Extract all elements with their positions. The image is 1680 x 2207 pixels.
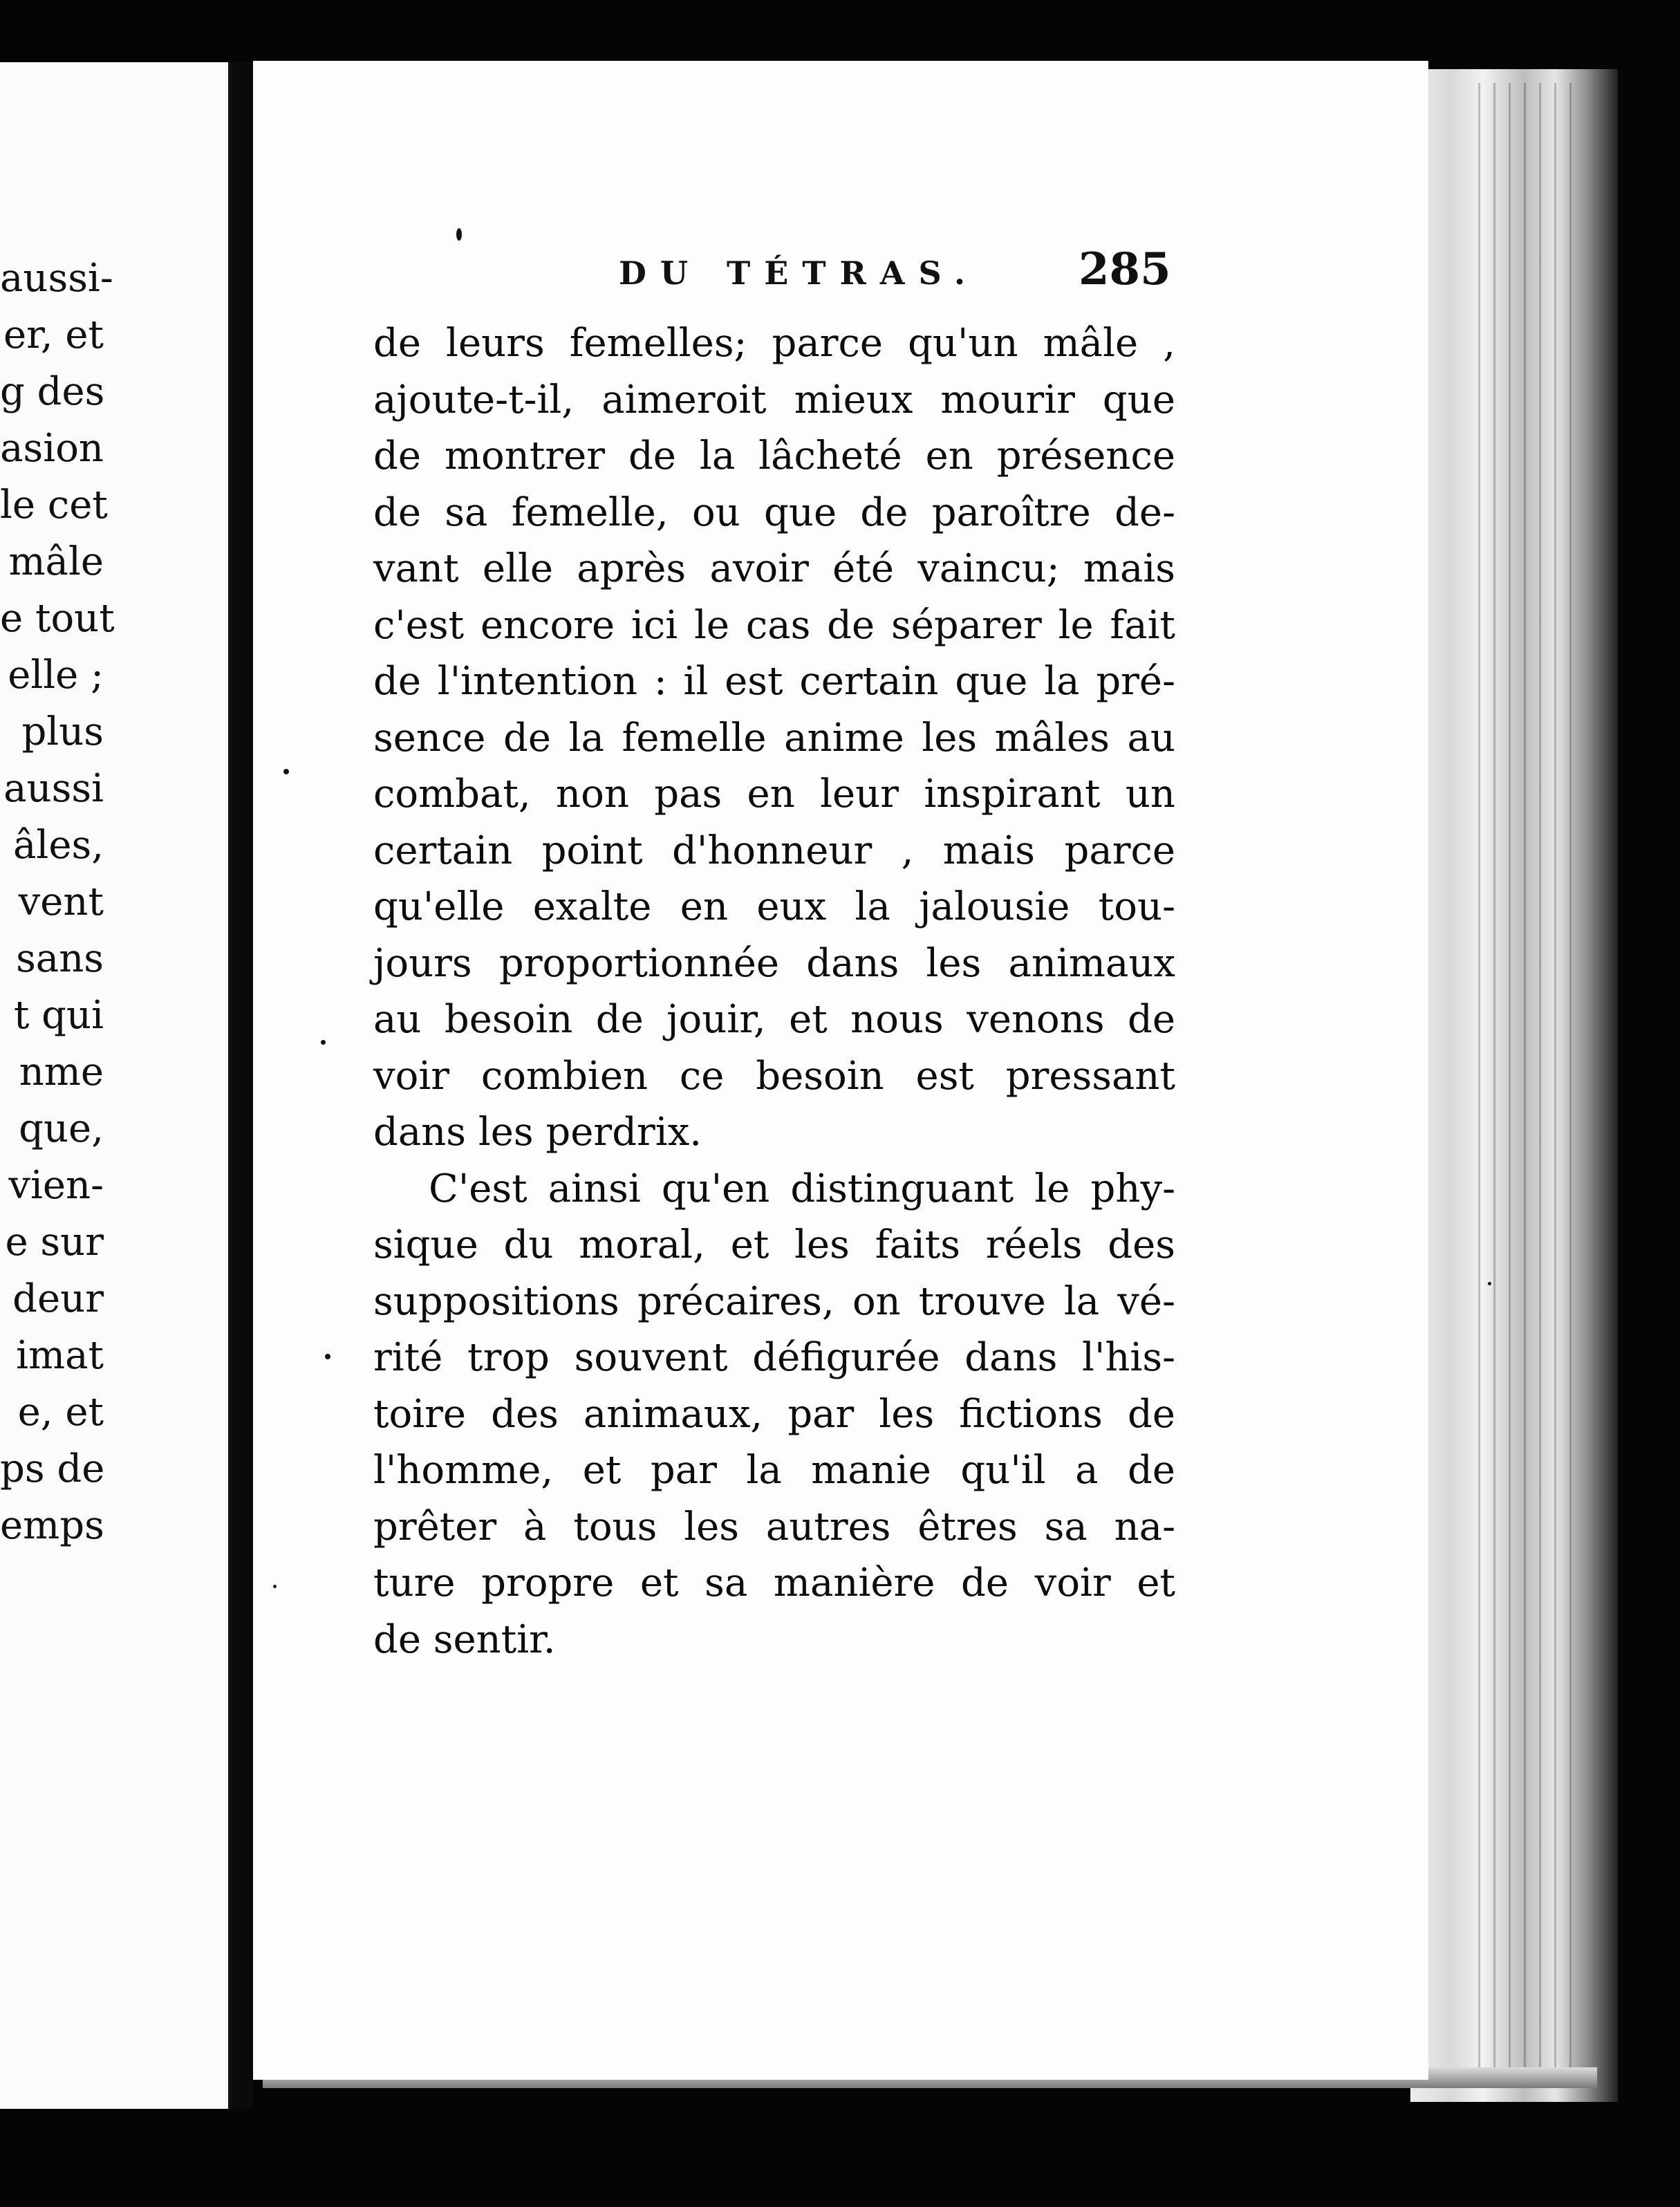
left-fragment-line: e, et (17, 1390, 104, 1435)
ink-speck (1488, 1282, 1491, 1285)
text-line: ture propre et sa manière de voir et (373, 1561, 1175, 1605)
text-line: voir combien ce besoin est pressant (373, 1053, 1175, 1099)
text-line: qu'elle exalte en eux la jalousie tou- (373, 884, 1175, 929)
left-fragment-line: er, et (3, 313, 104, 357)
left-fragment-line: e sur (5, 1220, 104, 1265)
left-fragment-line: asion (0, 426, 104, 471)
text-line-paragraph-start: C'est ainsi qu'en distinguant le phy- (429, 1166, 1175, 1211)
text-line: de leurs femelles; parce qu'un mâle , (373, 321, 1175, 366)
running-head: DU TÉTRAS. (619, 254, 980, 292)
text-line-paragraph-end: de sentir. (373, 1617, 556, 1662)
text-line: toire des animaux, par les fictions de (373, 1391, 1175, 1437)
left-fragment-line: ps de (0, 1446, 105, 1491)
previous-page-text (0, 250, 115, 1554)
left-fragment-line: emps (0, 1503, 104, 1548)
text-line: de l'intention : il est certain que la pré- (373, 659, 1175, 704)
left-fragment-line: g des (0, 369, 105, 414)
text-line: certain point d'honneur , mais parce (373, 828, 1175, 873)
ink-speck (273, 1585, 277, 1588)
ink-speck (321, 1040, 326, 1045)
text-line: jours proportionnée dans les animaux (373, 940, 1175, 986)
text-line: ajoute-t-il, aimeroit mieux mourir que (373, 377, 1175, 422)
text-line: au besoin de jouir, et nous venons de (373, 997, 1175, 1042)
left-fragment-line: âles, (13, 823, 104, 868)
text-line: c'est encore ici le cas de séparer le fait (373, 602, 1175, 648)
ink-speck (283, 769, 289, 774)
left-fragment-line: imat (16, 1333, 104, 1378)
text-line: l'homme, et par la manie qu'il a de (373, 1448, 1175, 1493)
text-line: rité trop souvent défigurée dans l'his- (373, 1335, 1175, 1380)
left-fragment-line: sans (16, 936, 104, 981)
text-line: sence de la femelle anime les mâles au (373, 715, 1175, 761)
text-line: de sa femelle, ou que de paroître de- (373, 490, 1175, 535)
page-number: 285 (1079, 243, 1171, 295)
left-fragment-line: mâle (8, 539, 104, 584)
text-line: prêter à tous les autres êtres sa na- (373, 1504, 1175, 1549)
text-line: vant elle après avoir été vaincu; mais (373, 546, 1175, 591)
left-fragment-line: vent (18, 879, 104, 924)
page-edge-lines (1466, 83, 1576, 2074)
ink-speck (456, 228, 462, 241)
left-fragment-line: que, (19, 1106, 104, 1151)
left-fragment-line: t qui (13, 993, 104, 1038)
left-fragment-line: nme (19, 1050, 104, 1095)
left-fragment-line: le cet (0, 483, 108, 528)
left-fragment-line: deur (12, 1276, 104, 1321)
left-fragment-line: elle ; (8, 653, 104, 698)
text-line: de montrer de la lâcheté en présence (373, 434, 1175, 478)
left-fragment-line: plus (21, 709, 104, 754)
text-line: sique du moral, et les faits réels des (373, 1222, 1175, 1267)
text-line: combat, non pas en leur inspirant un (373, 772, 1175, 817)
left-fragment-line: aussi- (0, 256, 113, 301)
ink-speck (325, 1354, 330, 1359)
left-fragment-line: vien- (8, 1163, 104, 1208)
left-fragment-line: e tout (0, 596, 115, 641)
text-line-paragraph-end: dans les perdrix. (373, 1110, 702, 1155)
book-gutter (232, 62, 253, 2109)
left-fragment-line: aussi (3, 766, 104, 811)
page-body-text (373, 315, 1175, 1668)
text-line: suppositions précaires, on trouve la vé- (373, 1278, 1175, 1324)
